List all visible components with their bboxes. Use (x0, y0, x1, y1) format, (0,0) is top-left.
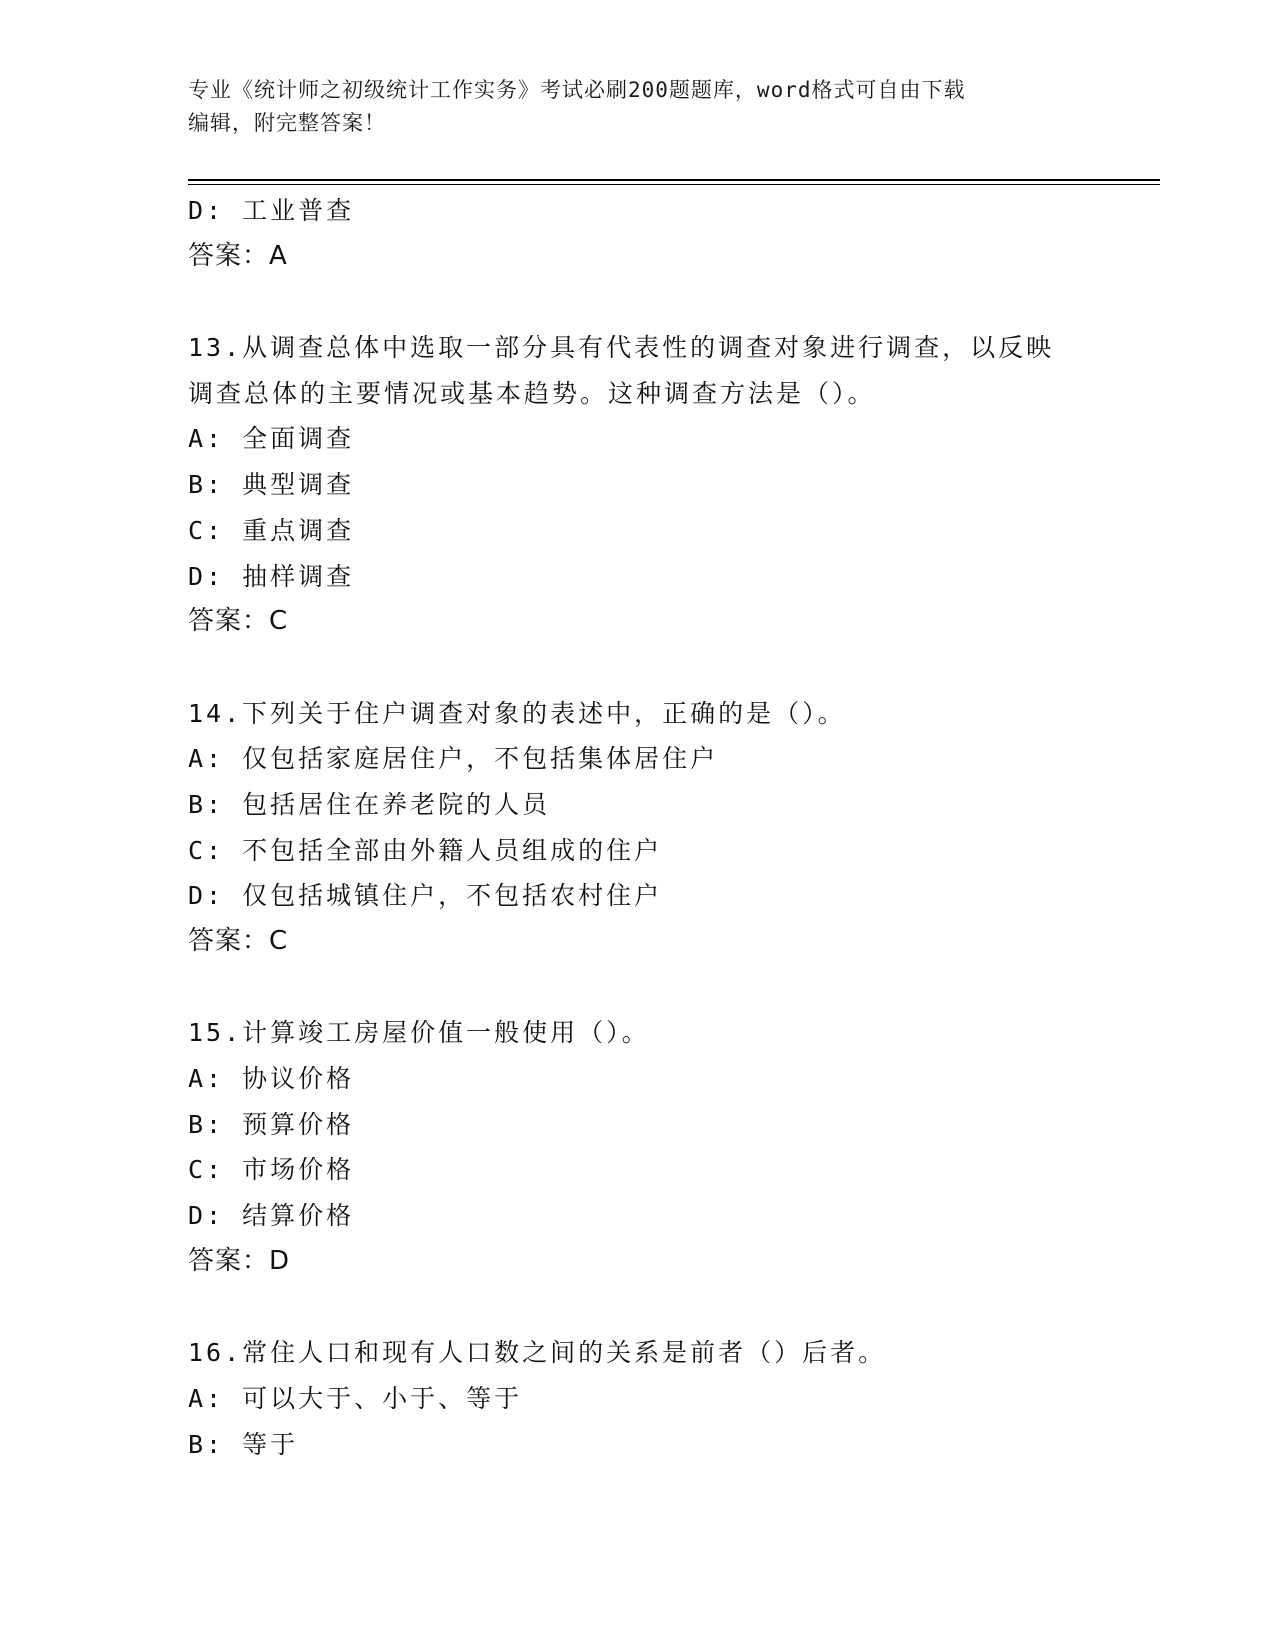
question-16-option-a: A: 可以大于、小于、等于 (188, 1383, 523, 1413)
question-14-option-c: C: 不包括全部由外籍人员组成的住户 (188, 835, 663, 865)
question-13-stem-line2: 调查总体的主要情况或基本趋势。这种调查方法是（）。 (188, 378, 876, 408)
question-15-option-c: C: 市场价格 (188, 1155, 355, 1185)
question-13-stem-line1: 13.从调查总体中选取一部分具有代表性的调查对象进行调查，以反映 (188, 333, 1055, 363)
spacer (188, 645, 1108, 691)
question-15-option-d: D: 结算价格 (188, 1201, 355, 1231)
question-13-option-c: C: 重点调查 (188, 515, 355, 545)
question-14-answer: 答案：C (188, 926, 289, 956)
header-divider-thick (188, 179, 1160, 181)
question-13-option-b: B: 典型调查 (188, 470, 355, 500)
spacer (188, 965, 1108, 1011)
page-header (188, 74, 1088, 140)
question-14-option-b: B: 包括居住在养老院的人员 (188, 789, 551, 819)
question-16-stem: 16.常住人口和现有人口数之间的关系是前者（）后者。 (188, 1338, 887, 1368)
question-13-option-a: A: 全面调查 (188, 424, 355, 454)
question-14-option-a: A: 仅包括家庭居住户，不包括集体居住户 (188, 744, 719, 774)
question-15-option-a: A: 协议价格 (188, 1064, 355, 1094)
answer-line: 答案：A (188, 240, 288, 271)
question-15-stem: 15.计算竣工房屋价值一般使用（）。 (188, 1018, 650, 1048)
header-title-line1: 专业《统计师之初级统计工作实务》考试必刷200题题库，word格式可自由下载 (188, 78, 966, 102)
spacer (188, 1285, 1108, 1331)
question-14-stem: 14.下列关于住户调查对象的表述中，正确的是（）。 (188, 698, 846, 728)
header-divider-thin (188, 184, 1160, 185)
question-15-answer: 答案：D (188, 1245, 291, 1276)
question-content (188, 188, 1108, 1467)
option-d: D: 工业普查 (188, 196, 355, 225)
question-13-answer: 答案：C (188, 606, 289, 637)
question-15-option-b: B: 预算价格 (188, 1109, 355, 1139)
header-title-line2: 编辑，附完整答案！ (188, 111, 386, 135)
question-14-option-d: D: 仅包括城镇住户，不包括农村住户 (188, 881, 663, 911)
question-16-option-b: B: 等于 (188, 1429, 299, 1459)
spacer (188, 279, 1108, 325)
question-13-option-d: D: 抽样调查 (188, 561, 355, 591)
